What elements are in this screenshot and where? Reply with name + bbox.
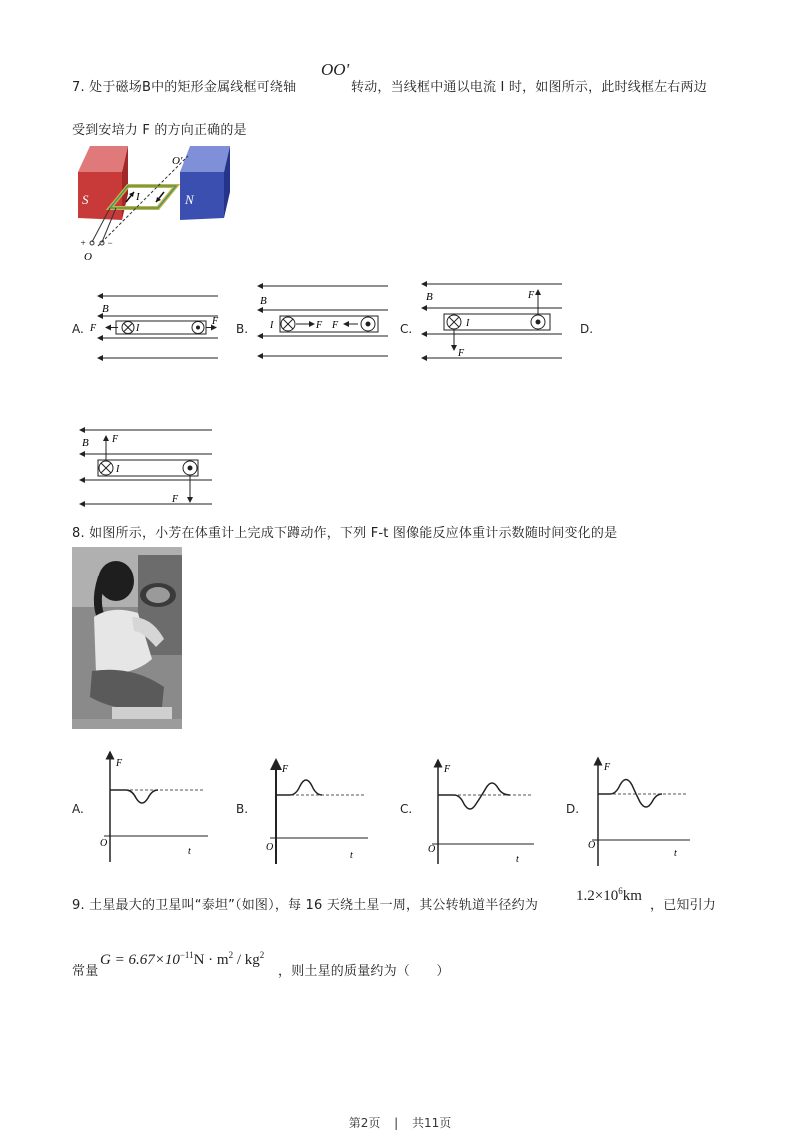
q7-option-b-label[interactable]: B. (236, 322, 249, 336)
svg-text:F: F (604, 762, 611, 773)
svg-text:I: I (466, 318, 470, 329)
q9-radius: $1.2\times 10^6km$ (576, 886, 642, 904)
svg-text:t: t (188, 846, 191, 857)
q8-photo-squatting-girl (72, 547, 182, 729)
svg-text:F: F (332, 320, 339, 331)
axis-bottom-label: O (84, 251, 92, 263)
q8-option-d-label[interactable]: D. (566, 802, 580, 816)
svg-text:F: F (444, 764, 451, 775)
footer-page: 第2页 (348, 1116, 381, 1130)
q8-text: 如图所示，小芳在体重计上完成下蹲动作，下列 F-t 图像能反应体重计示数随时间变化的是 (89, 526, 618, 541)
svg-text:I: I (270, 320, 274, 331)
field-label: B (102, 303, 109, 315)
svg-text:O: O (100, 838, 108, 849)
plus-label: + (80, 238, 87, 248)
q7-option-b-diagram (250, 280, 390, 360)
footer-separator: | (394, 1116, 399, 1130)
q7-number: 7. (72, 80, 85, 95)
q9-gravitational-constant: $G = 6.67\times 10^{-11}N \cdot m^2 / kg^2$ (100, 950, 265, 968)
q8-graph-c (426, 758, 538, 866)
south-label: S (82, 192, 89, 207)
q7-option-c-diagram (414, 278, 564, 362)
svg-text:F: F (172, 494, 179, 505)
q7-magnet-figure (72, 142, 232, 264)
svg-text:B: B (426, 291, 433, 303)
q9-text-a: 土星最大的卫星叫“泰坦”（如图），每 16 天绕土星一周，其公转轨道半径约为 (89, 898, 539, 913)
q7-axis-label: OO' (321, 60, 350, 79)
svg-text:F: F (90, 323, 97, 334)
svg-text:O: O (588, 840, 596, 851)
footer-total: 共11页 (412, 1116, 452, 1130)
q8-number: 8. (72, 526, 85, 541)
north-label: N (185, 192, 194, 207)
q8-option-a-label[interactable]: A. (72, 802, 84, 816)
q7-text-a: 处于磁场B中的矩形金属线框可绕轴 (89, 80, 297, 95)
q7-line1 (72, 76, 296, 95)
svg-text:F: F (316, 320, 323, 331)
svg-text:F: F (112, 434, 119, 445)
axis-f-label: F (116, 758, 123, 769)
axis-top-label: O' (172, 155, 183, 167)
q9-line1 (72, 894, 538, 913)
q9-number: 9. (72, 898, 85, 913)
q9-text-b: ，已知引力 (650, 898, 717, 913)
svg-text:I: I (136, 323, 140, 334)
svg-text:t: t (350, 850, 353, 861)
svg-text:O: O (266, 842, 274, 853)
q9-line2-b: ，则土星的质量约为（ ） (278, 964, 450, 979)
svg-text:t: t (516, 854, 519, 865)
q8-graph-b (264, 758, 372, 866)
q7-text-b: 转动，当线框中通以电流 I 时，如图所示，此时线框左右两边 (351, 80, 707, 95)
q8-option-c-label[interactable]: C. (400, 802, 413, 816)
page-footer (0, 1114, 800, 1131)
svg-text:B: B (82, 437, 89, 449)
svg-text:F: F (282, 764, 289, 775)
q7-line2: 受到安培力 F 的方向正确的是 (72, 123, 247, 138)
q8-option-b-label[interactable]: B. (236, 802, 249, 816)
q8-graph-a (96, 748, 210, 864)
svg-text:F: F (212, 316, 219, 327)
minus-label: − (107, 238, 114, 248)
svg-text:O: O (428, 844, 436, 855)
current-label: I (136, 191, 140, 203)
svg-text:F: F (458, 348, 465, 359)
q7-option-d-diagram (72, 424, 214, 512)
q7-option-c-label[interactable]: C. (400, 322, 413, 336)
q8-line (72, 522, 617, 541)
svg-text:F: F (528, 290, 535, 301)
svg-text:I: I (116, 464, 120, 475)
q7-option-a-diagram (88, 290, 220, 362)
q7-option-d-label[interactable]: D. (580, 322, 594, 336)
svg-text:t: t (674, 848, 677, 859)
south-pole-top (78, 146, 128, 172)
north-pole-top (180, 146, 230, 172)
q8-graph-d (588, 756, 692, 868)
q7-option-a-label[interactable]: A. (72, 322, 84, 336)
svg-text:B: B (260, 295, 267, 307)
q9-line2-a: 常量 (72, 964, 99, 979)
